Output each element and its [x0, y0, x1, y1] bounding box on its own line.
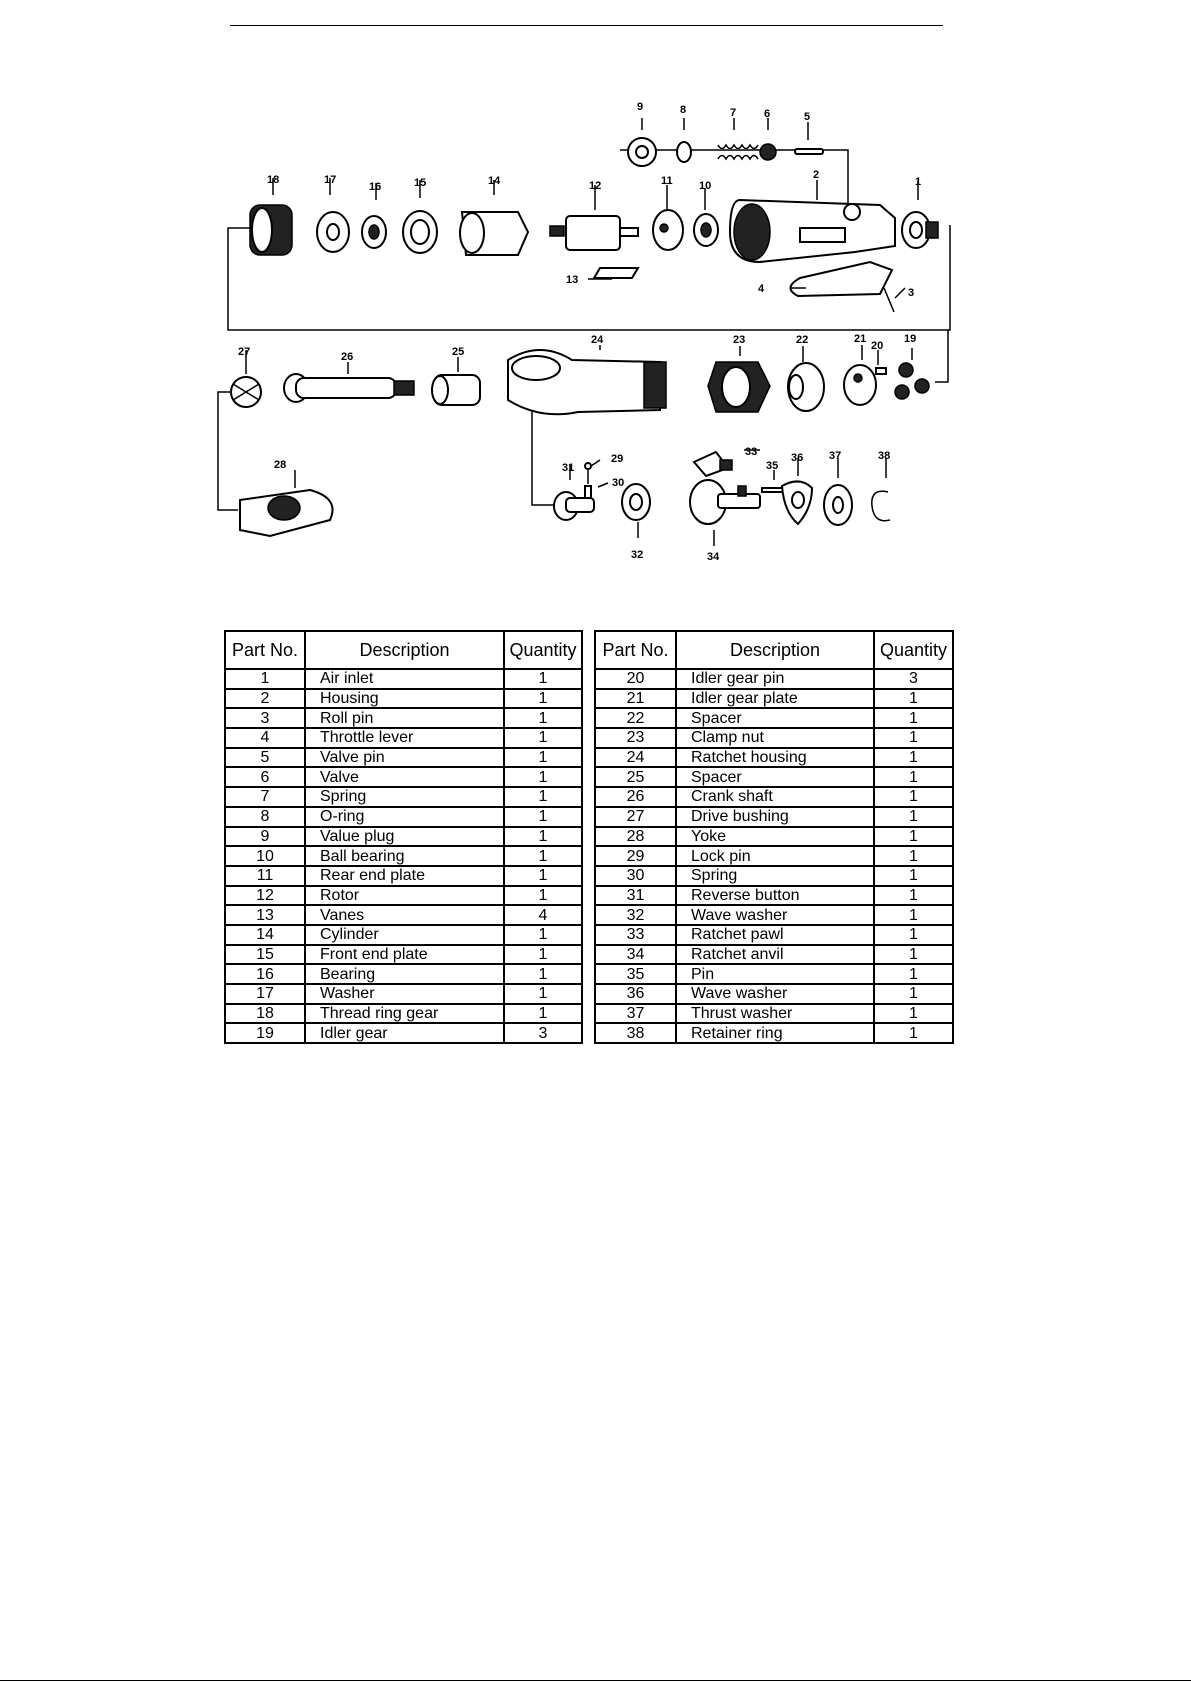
description-cell: Reverse button — [676, 886, 874, 906]
part-number-cell: 22 — [595, 708, 676, 728]
header-description: Description — [305, 631, 504, 669]
quantity-cell: 1 — [504, 925, 582, 945]
part-number-cell: 3 — [225, 708, 305, 728]
table-row — [595, 886, 953, 906]
table-row — [595, 748, 953, 768]
callout-28: 28 — [274, 459, 287, 471]
roll-pin-part — [884, 288, 894, 312]
callout-31: 31 — [562, 462, 575, 474]
description-cell: Clamp nut — [676, 728, 874, 748]
callout-8: 8 — [680, 104, 687, 116]
description-cell: Ratchet pawl — [676, 925, 874, 945]
parts-table-right-body — [595, 669, 953, 1043]
ratchet-pawl-part — [694, 452, 732, 476]
valve-part — [760, 144, 776, 160]
description-cell: Throttle lever — [305, 728, 504, 748]
callout-3: 3 — [908, 287, 915, 299]
callout-20: 20 — [871, 340, 884, 352]
callout-22: 22 — [796, 334, 809, 346]
header-description: Description — [676, 631, 874, 669]
part-number-cell: 12 — [225, 886, 305, 906]
parts-table-right — [594, 630, 954, 1044]
vanes-part — [594, 268, 638, 278]
o-ring-part — [677, 142, 691, 162]
table-row — [595, 925, 953, 945]
quantity-cell: 1 — [874, 886, 953, 906]
ratchet-anvil-part — [690, 480, 760, 524]
quantity-cell: 1 — [874, 728, 953, 748]
callout-6: 6 — [764, 108, 771, 120]
quantity-cell: 1 — [874, 827, 953, 847]
table-row — [225, 669, 582, 689]
callout-29: 29 — [611, 453, 624, 465]
part-number-cell: 18 — [225, 1004, 305, 1024]
ball-bearing-part — [694, 214, 718, 246]
part-number-cell: 25 — [595, 767, 676, 787]
callout-9: 9 — [637, 101, 644, 113]
callout-32: 32 — [631, 549, 644, 561]
callout-15: 15 — [414, 177, 427, 189]
header-part-no: Part No. — [225, 631, 305, 669]
table-row — [225, 728, 582, 748]
housing-part — [730, 200, 895, 262]
table-row — [595, 964, 953, 984]
callout-7: 7 — [730, 107, 737, 119]
quantity-cell: 1 — [874, 1023, 953, 1043]
yoke-part — [240, 490, 333, 536]
idler-gear-pin-part — [876, 368, 886, 374]
callout-17: 17 — [324, 174, 337, 186]
table-row — [225, 866, 582, 886]
spring-part — [718, 145, 758, 159]
callout-38: 38 — [878, 450, 891, 462]
table-row — [225, 1004, 582, 1024]
part-number-cell: 11 — [225, 866, 305, 886]
parts-table-left — [224, 630, 583, 1044]
callout-34: 34 — [707, 551, 720, 563]
table-row — [225, 984, 582, 1004]
description-cell: Wave washer — [676, 905, 874, 925]
callout-25: 25 — [452, 346, 465, 358]
description-cell: Thrust washer — [676, 1004, 874, 1024]
part-number-cell: 30 — [595, 866, 676, 886]
description-cell: Idler gear — [305, 1023, 504, 1043]
part-number-cell: 23 — [595, 728, 676, 748]
callout-36: 36 — [791, 452, 804, 464]
part-number-cell: 2 — [225, 689, 305, 709]
assembly-path-lower — [532, 410, 560, 505]
quantity-cell: 1 — [504, 708, 582, 728]
quantity-cell: 1 — [874, 689, 953, 709]
callout-24: 24 — [591, 334, 604, 346]
table-row — [595, 807, 953, 827]
quantity-cell: 1 — [874, 708, 953, 728]
callout-35: 35 — [766, 460, 779, 472]
description-cell: Air inlet — [305, 669, 504, 689]
callout-2: 2 — [813, 169, 820, 181]
callout-5: 5 — [804, 111, 811, 123]
callout-37: 37 — [829, 450, 842, 462]
part-number-cell: 8 — [225, 807, 305, 827]
crank-shaft-part — [284, 374, 414, 402]
quantity-cell: 1 — [504, 807, 582, 827]
bottom-rule — [0, 1680, 1191, 1681]
thrust-washer-part — [824, 485, 852, 525]
callout-33: 33 — [745, 446, 758, 458]
callout-11: 11 — [661, 175, 673, 187]
quantity-cell: 1 — [874, 748, 953, 768]
quantity-cell: 3 — [504, 1023, 582, 1043]
table-row — [225, 1023, 582, 1043]
assembly-path-middle — [935, 330, 948, 382]
quantity-cell: 1 — [874, 767, 953, 787]
valve-plug-part — [628, 138, 656, 166]
description-cell: Front end plate — [305, 945, 504, 965]
table-row — [595, 787, 953, 807]
assembly-path-left — [218, 392, 240, 510]
callout-14: 14 — [488, 175, 501, 187]
spring-30-part — [585, 486, 591, 498]
part-number-cell: 31 — [595, 886, 676, 906]
callout-13: 13 — [566, 274, 579, 286]
quantity-cell: 1 — [874, 807, 953, 827]
description-cell: Valve — [305, 767, 504, 787]
table-row — [595, 846, 953, 866]
rear-end-plate-part — [653, 210, 683, 250]
lock-pin-part — [585, 463, 591, 484]
callout-19: 19 — [904, 333, 917, 345]
leader-lines — [246, 118, 918, 546]
air-inlet-part — [902, 212, 938, 248]
part-number-cell: 37 — [595, 1004, 676, 1024]
wave-washer-36-part — [782, 481, 812, 524]
valve-pin-part — [795, 149, 823, 154]
front-end-plate-part — [403, 211, 437, 253]
description-cell: Roll pin — [305, 708, 504, 728]
quantity-cell: 1 — [874, 846, 953, 866]
description-cell: Vanes — [305, 905, 504, 925]
description-cell: Pin — [676, 964, 874, 984]
table-row — [595, 866, 953, 886]
retainer-ring-part — [872, 491, 890, 520]
description-cell: Yoke — [676, 827, 874, 847]
idler-gears-part — [895, 363, 929, 399]
quantity-cell: 1 — [874, 964, 953, 984]
part-number-cell: 7 — [225, 787, 305, 807]
quantity-cell: 1 — [874, 787, 953, 807]
quantity-cell: 1 — [504, 945, 582, 965]
cylinder-part — [460, 212, 528, 255]
callout-12: 12 — [589, 180, 602, 192]
table-row — [225, 945, 582, 965]
description-cell: Value plug — [305, 827, 504, 847]
callout-21: 21 — [854, 333, 867, 345]
description-cell: Spring — [676, 866, 874, 886]
description-cell: Idler gear plate — [676, 689, 874, 709]
table-row — [225, 964, 582, 984]
description-cell: Idler gear pin — [676, 669, 874, 689]
bearing-part — [362, 216, 386, 248]
table-header-row — [225, 631, 582, 669]
quantity-cell: 1 — [504, 748, 582, 768]
part-number-cell: 36 — [595, 984, 676, 1004]
callout-18: 18 — [267, 174, 280, 186]
wave-washer-32-part — [622, 484, 650, 520]
quantity-cell: 1 — [504, 669, 582, 689]
description-cell: Cylinder — [305, 925, 504, 945]
part-number-cell: 17 — [225, 984, 305, 1004]
table-row — [225, 886, 582, 906]
part-number-cell: 1 — [225, 669, 305, 689]
quantity-cell: 1 — [504, 827, 582, 847]
description-cell: Ratchet anvil — [676, 945, 874, 965]
quantity-cell: 1 — [504, 689, 582, 709]
quantity-cell: 3 — [874, 669, 953, 689]
table-row — [225, 827, 582, 847]
quantity-cell: 1 — [504, 1004, 582, 1024]
clamp-nut-part — [708, 362, 770, 412]
table-row — [595, 689, 953, 709]
part-number-cell: 27 — [595, 807, 676, 827]
thread-ring-gear-part — [250, 205, 292, 255]
quantity-cell: 1 — [504, 984, 582, 1004]
quantity-cell: 1 — [874, 984, 953, 1004]
washer-part — [317, 212, 349, 252]
table-row — [595, 984, 953, 1004]
part-number-cell: 38 — [595, 1023, 676, 1043]
header-quantity: Quantity — [874, 631, 953, 669]
part-number-cell: 10 — [225, 846, 305, 866]
description-cell: Ratchet housing — [676, 748, 874, 768]
table-row — [595, 905, 953, 925]
quantity-cell: 1 — [874, 945, 953, 965]
table-row — [225, 846, 582, 866]
spacer-22-part — [788, 363, 824, 411]
part-number-cell: 16 — [225, 964, 305, 984]
callout-26: 26 — [341, 351, 354, 363]
table-header-row — [595, 631, 953, 669]
table-row — [595, 708, 953, 728]
part-number-cell: 20 — [595, 669, 676, 689]
description-cell: Rotor — [305, 886, 504, 906]
callout-1: 1 — [915, 176, 922, 188]
quantity-cell: 1 — [874, 905, 953, 925]
part-number-cell: 33 — [595, 925, 676, 945]
description-cell: Retainer ring — [676, 1023, 874, 1043]
quantity-cell: 1 — [874, 925, 953, 945]
table-row — [225, 925, 582, 945]
description-cell: Housing — [305, 689, 504, 709]
description-cell: Bearing — [305, 964, 504, 984]
table-row — [225, 748, 582, 768]
quantity-cell: 1 — [874, 1004, 953, 1024]
part-number-cell: 15 — [225, 945, 305, 965]
description-cell: Spacer — [676, 708, 874, 728]
parts-table-left-body — [225, 669, 582, 1043]
table-row — [595, 1023, 953, 1043]
description-cell: Ball bearing — [305, 846, 504, 866]
table-row — [225, 767, 582, 787]
quantity-cell: 1 — [874, 866, 953, 886]
callout-4: 4 — [758, 283, 765, 295]
callout-23: 23 — [733, 334, 746, 346]
description-cell: Valve pin — [305, 748, 504, 768]
rotor-part — [550, 216, 638, 250]
description-cell: Thread ring gear — [305, 1004, 504, 1024]
callout-16: 16 — [369, 181, 382, 193]
part-number-cell: 29 — [595, 846, 676, 866]
description-cell: Drive bushing — [676, 807, 874, 827]
part-number-cell: 14 — [225, 925, 305, 945]
table-row — [595, 945, 953, 965]
header-part-no: Part No. — [595, 631, 676, 669]
quantity-cell: 1 — [504, 728, 582, 748]
ratchet-housing-part — [508, 350, 666, 414]
part-number-cell: 5 — [225, 748, 305, 768]
table-row — [225, 787, 582, 807]
description-cell: Washer — [305, 984, 504, 1004]
part-number-cell: 6 — [225, 767, 305, 787]
table-row — [225, 807, 582, 827]
description-cell: O-ring — [305, 807, 504, 827]
part-number-cell: 21 — [595, 689, 676, 709]
table-row — [595, 728, 953, 748]
quantity-cell: 1 — [504, 886, 582, 906]
callout-10: 10 — [699, 180, 712, 192]
quantity-cell: 1 — [504, 787, 582, 807]
table-row — [225, 708, 582, 728]
table-row — [595, 1004, 953, 1024]
quantity-cell: 1 — [504, 866, 582, 886]
part-number-cell: 13 — [225, 905, 305, 925]
description-cell: Crank shaft — [676, 787, 874, 807]
description-cell: Rear end plate — [305, 866, 504, 886]
description-cell: Spring — [305, 787, 504, 807]
part-number-cell: 28 — [595, 827, 676, 847]
exploded-parts-diagram — [0, 0, 1191, 600]
table-row — [225, 905, 582, 925]
part-number-cell: 32 — [595, 905, 676, 925]
idler-gear-plate-part — [844, 365, 876, 405]
part-number-cell: 19 — [225, 1023, 305, 1043]
quantity-cell: 1 — [504, 964, 582, 984]
throttle-lever-part — [790, 262, 892, 296]
quantity-cell: 4 — [504, 905, 582, 925]
spacer-25-part — [432, 375, 480, 405]
part-number-cell: 26 — [595, 787, 676, 807]
part-number-cell: 34 — [595, 945, 676, 965]
callout-30: 30 — [612, 477, 625, 489]
drive-bushing-part — [231, 377, 261, 407]
part-number-cell: 35 — [595, 964, 676, 984]
table-row — [225, 689, 582, 709]
description-cell: Wave washer — [676, 984, 874, 1004]
description-cell: Lock pin — [676, 846, 874, 866]
table-row — [595, 767, 953, 787]
quantity-cell: 1 — [504, 846, 582, 866]
header-quantity: Quantity — [504, 631, 582, 669]
table-row — [595, 669, 953, 689]
quantity-cell: 1 — [504, 767, 582, 787]
part-number-cell: 9 — [225, 827, 305, 847]
description-cell: Spacer — [676, 767, 874, 787]
part-number-cell: 24 — [595, 748, 676, 768]
table-row — [595, 827, 953, 847]
part-number-cell: 4 — [225, 728, 305, 748]
callout-27: 27 — [238, 346, 251, 358]
